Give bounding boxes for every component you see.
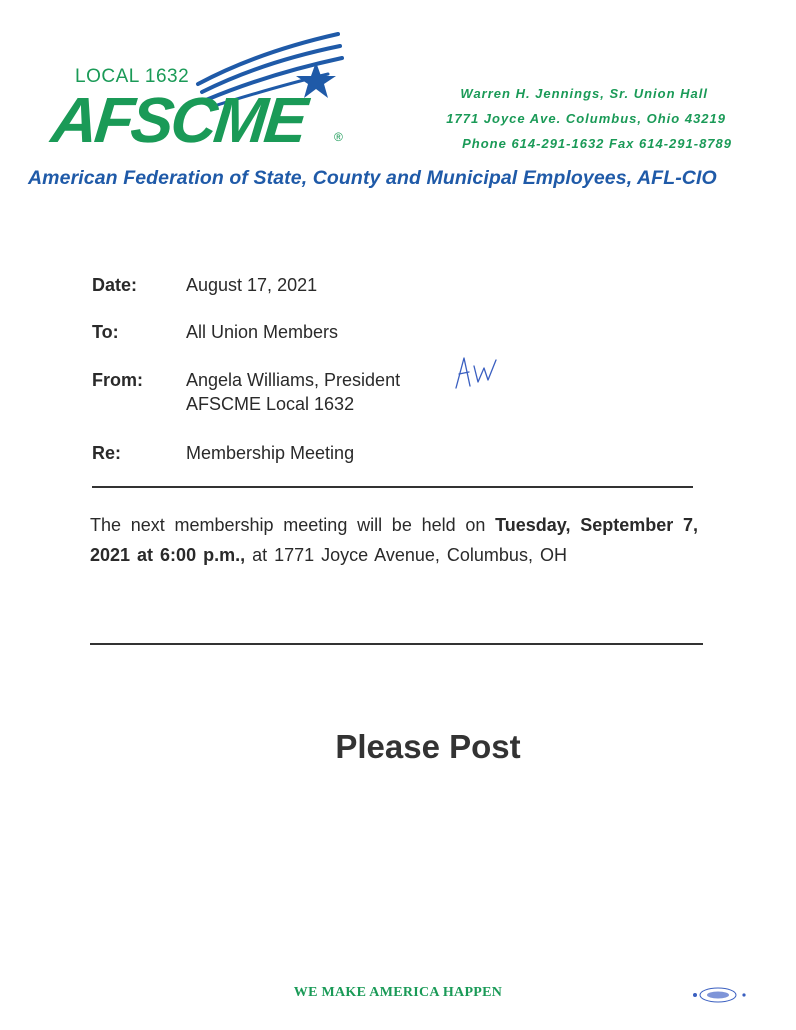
from-organization: AFSCME Local 1632 (186, 394, 355, 414)
handwritten-initials-signature (450, 352, 510, 392)
footer-slogan: WE MAKE AMERICA HAPPEN (293, 985, 503, 1000)
address-line-hall: Warren H. Jennings, Sr. Union Hall (460, 86, 708, 101)
date-value: August 17, 2021 (186, 275, 318, 295)
body-divider (90, 643, 703, 645)
logo-local-number: LOCAL 1632 (75, 66, 190, 87)
union-bug-icon (690, 984, 752, 1006)
to-label: To: (92, 322, 119, 342)
address-line-street: 1771 Joyce Ave. Columbus, Ohio 43219 (446, 111, 726, 126)
registered-mark: ® (334, 130, 343, 144)
federation-name: American Federation of State, County and Municipal Employees, AFL-CIO (28, 167, 717, 189)
to-value: All Union Members (186, 322, 339, 342)
from-label: From: (92, 370, 143, 390)
address-line-phone-fax: Phone 614-291-1632 Fax 614-291-8789 (462, 136, 732, 151)
meeting-announcement: The next membership meeting will be held on Tuesday, September 7, 2021 at 6:00 p.m., at 1771 Joyce Avenue, Columbus, OH (90, 515, 698, 565)
header-divider (92, 486, 693, 488)
date-label: Date: (92, 275, 138, 295)
meeting-date-time: Tuesday, September 7, 2021 at 6:00 p.m., (90, 515, 698, 565)
please-post-notice: Please Post (335, 728, 521, 765)
re-value: Membership Meeting (186, 443, 355, 463)
afscme-logo-wordmark: AFSCME (48, 84, 309, 156)
from-name: Angela Williams, President (186, 370, 401, 390)
re-label: Re: (92, 443, 122, 463)
